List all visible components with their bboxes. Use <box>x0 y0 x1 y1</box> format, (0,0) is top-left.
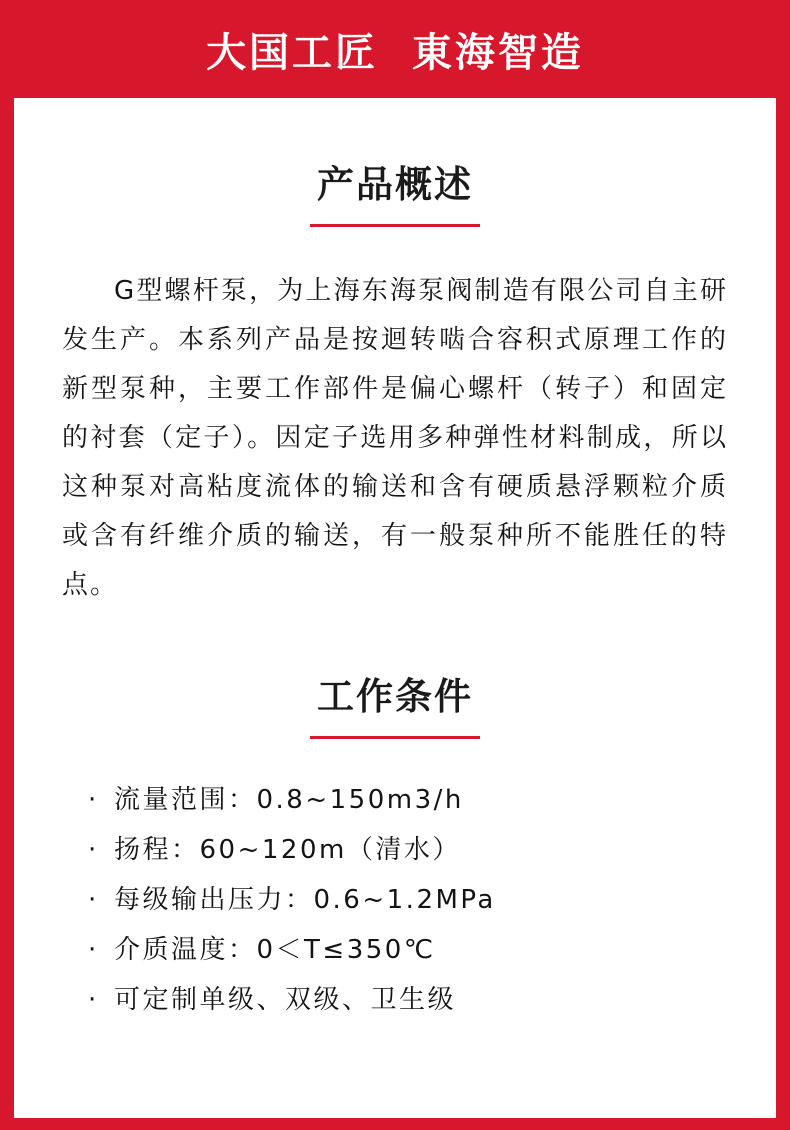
heading-underline-overview <box>310 224 480 227</box>
list-item-label: 每级输出压力：0.6~1.2MPa <box>114 885 496 915</box>
list-item <box>88 775 728 825</box>
working-conditions-list <box>62 775 728 1025</box>
bullet-icon: · <box>88 985 99 1015</box>
section-title-conditions: 工作条件 <box>317 675 473 718</box>
bullet-icon: · <box>88 935 99 965</box>
list-item <box>88 925 728 975</box>
list-item <box>88 975 728 1025</box>
banner-title: 大国工匠 東海智造 <box>206 29 584 76</box>
list-item-label: 流量范围：0.8~150m3/h <box>114 785 464 815</box>
bullet-icon: · <box>88 835 99 865</box>
bullet-icon: · <box>88 785 99 815</box>
top-banner <box>0 0 790 98</box>
overview-paragraph: G型螺杆泵，为上海东海泵阀制造有限公司自主研发生产。本系列产品是按迴转啮合容积式原理工作的新型泵种，主要工作部件是偏心螺杆（转子）和固定的衬套（定子）。因定子选用多种弹性材料制成，所以这种泵对高粘度流体的输送和含有硬质悬浮颗粒介质或含有纤维介质的输送，有一般泵种所不能胜任的特点。 <box>62 276 728 600</box>
list-item-label: 可定制单级、双级、卫生级 <box>114 985 457 1015</box>
list-item <box>88 875 728 925</box>
bullet-icon: · <box>88 885 99 915</box>
section-heading-conditions <box>62 666 728 739</box>
section-title-overview: 产品概述 <box>317 163 473 206</box>
heading-underline-conditions <box>310 736 480 739</box>
section-heading-overview <box>62 154 728 227</box>
bottom-bar <box>14 1118 790 1130</box>
list-item-label: 介质温度：0＜T≤350℃ <box>114 935 436 965</box>
list-item <box>88 825 728 875</box>
list-item-label: 扬程：60~120m（清水） <box>114 835 461 865</box>
page-content <box>14 154 776 1025</box>
